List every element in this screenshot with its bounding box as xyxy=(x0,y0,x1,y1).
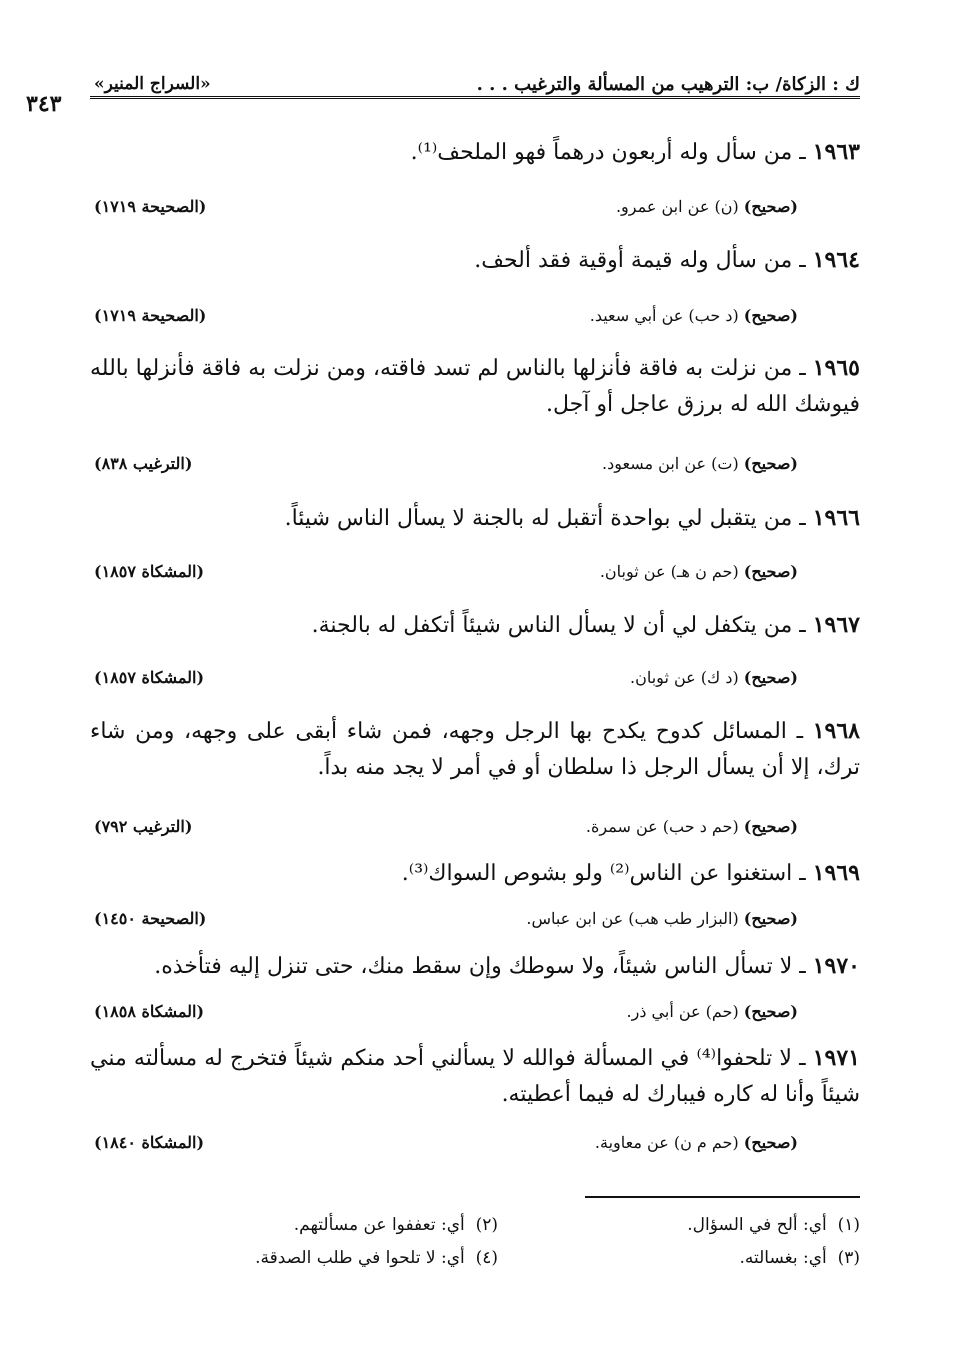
header-rule xyxy=(90,96,860,99)
hadith-source xyxy=(358,454,798,473)
hadith-entry: ١٩٦٩ ـ استغنوا عن الناس⁽²⁾ ولو بشوص السواك⁽³⁾. xyxy=(401,860,860,886)
hadith-reference: (الصحيحة ١٤٥٠) xyxy=(94,909,207,928)
hadith-grade: (صحيح) xyxy=(743,197,798,216)
hadith-source xyxy=(358,197,798,216)
hadith-entry: ١٩٧١ ـ لا تلحفوا⁽⁴⁾ في المسألة فوالله لا يسألني أحد منكم شيئاً فتخرج له مسألته مني شيئاً وأنا له كاره فيبارك له فيما أعطيته. xyxy=(90,1045,860,1107)
footnote-text: أي: ألح في السؤال. xyxy=(687,1215,827,1235)
hadith-narrator: (حم ن هـ) عن ثوبان. xyxy=(599,562,739,581)
hadith-reference: (الصحيحة ١٧١٩) xyxy=(94,197,207,216)
hadith-number: ١٩٧٠ xyxy=(812,953,860,979)
hadith-grade: (صحيح) xyxy=(743,817,798,836)
hadith-source xyxy=(358,909,798,928)
footnote-text: أي: تعففوا عن مسألتهم. xyxy=(293,1215,465,1235)
hadith-grade: (صحيح) xyxy=(743,562,798,581)
hadith-text: من يتكفل لي أن لا يسأل الناس شيئاً أتكفل له بالجنة. xyxy=(311,613,793,638)
hadith-number: ١٩٦٦ xyxy=(812,505,860,531)
running-header-book-title: «السراج المنير» xyxy=(94,74,211,94)
hadith-source xyxy=(358,1002,798,1021)
hadith-text: لا تلحفوا⁽⁴⁾ في المسألة فوالله لا يسألني أحد منكم شيئاً فتخرج له مسألته مني شيئاً وأنا له كاره فيبارك له فيما أعطيته. xyxy=(90,1046,860,1107)
hadith-entry: ١٩٧٠ ـ لا تسأل الناس شيئاً، ولا سوطك وإن سقط منك، حتى تنزل إليه فتأخذه. xyxy=(154,953,860,979)
hadith-grade: (صحيح) xyxy=(743,668,798,687)
hadith-narrator: (حم) عن أبي ذر. xyxy=(626,1002,739,1021)
hadith-entry: ١٩٦٥ ـ من نزلت به فاقة فأنزلها بالناس لم تسد فاقته، ومن نزلت به فاقة فأنزلها بالله فيوشك الله له برزق عاجل أو آجل. xyxy=(90,355,860,417)
hadith-source xyxy=(358,817,798,836)
hadith-grade: (صحيح) xyxy=(743,306,798,325)
hadith-source xyxy=(358,668,798,687)
hadith-reference: (الترغيب ٧٩٢) xyxy=(94,817,193,836)
hadith-grade: (صحيح) xyxy=(743,909,798,928)
footnote xyxy=(530,1215,860,1235)
hadith-text: لا تسأل الناس شيئاً، ولا سوطك وإن سقط منك، حتى تنزل إليه فتأخذه. xyxy=(154,954,793,979)
footnote-text: أي: بغسالته. xyxy=(739,1248,827,1268)
hadith-text: استغنوا عن الناس⁽²⁾ ولو بشوص السواك⁽³⁾. xyxy=(401,861,793,886)
hadith-entry: ١٩٦٧ ـ من يتكفل لي أن لا يسأل الناس شيئاً أتكفل له بالجنة. xyxy=(311,612,860,638)
hadith-entry: ١٩٦٣ ـ من سأل وله أربعون درهماً فهو الملحف⁽¹⁾. xyxy=(410,139,860,165)
hadith-narrator: (د ك) عن ثوبان. xyxy=(630,668,739,687)
hadith-grade: (صحيح) xyxy=(743,454,798,473)
hadith-narrator: (ن) عن ابن عمرو. xyxy=(615,197,739,216)
hadith-reference: (المشكاة ١٨٥٨) xyxy=(94,1002,205,1021)
hadith-reference: (المشكاة ١٨٤٠) xyxy=(94,1133,205,1152)
hadith-text: من يتقبل لي بواحدة أتقبل له بالجنة لا يسأل الناس شيئاً. xyxy=(284,506,793,531)
hadith-source xyxy=(358,1133,798,1152)
hadith-source xyxy=(358,306,798,325)
hadith-source xyxy=(358,562,798,581)
footnote xyxy=(198,1248,498,1268)
running-header-chapter: ك : الزكاة/ ب: الترهيب من المسألة والترغيب . . . xyxy=(476,74,860,95)
hadith-entry: ١٩٦٤ ـ من سأل وله قيمة أوقية فقد ألحف. xyxy=(474,247,860,273)
hadith-narrator: (البزار طب هب) عن ابن عباس. xyxy=(526,909,739,928)
hadith-reference: (الترغيب ٨٣٨) xyxy=(94,454,193,473)
hadith-reference: (المشكاة ١٨٥٧) xyxy=(94,562,205,581)
hadith-reference: (المشكاة ١٨٥٧) xyxy=(94,668,205,687)
hadith-number: ١٩٦٧ xyxy=(812,612,860,638)
footnote-number: (٤) xyxy=(475,1248,498,1268)
hadith-text: من نزلت به فاقة فأنزلها بالناس لم تسد فاقته، ومن نزلت به فاقة فأنزلها بالله فيوشك الله له برزق عاجل أو آجل. xyxy=(90,356,860,417)
hadith-entry: ١٩٦٨ ـ المسائل كدوح يكدح بها الرجل وجهه، فمن شاء أبقى على وجهه، ومن شاء ترك، إلا أن يسأل الرجل ذا سلطان أو في أمر لا يجد منه بداً. xyxy=(90,718,860,780)
hadith-grade: (صحيح) xyxy=(743,1133,798,1152)
hadith-number: ١٩٦٨ xyxy=(812,718,860,744)
page-number: ٣٤٣ xyxy=(26,91,62,117)
hadith-number: ١٩٦٩ xyxy=(812,860,860,886)
footnote-text: أي: لا تلحوا في طلب الصدقة. xyxy=(255,1248,465,1268)
hadith-text: المسائل كدوح يكدح بها الرجل وجهه، فمن شاء أبقى على وجهه، ومن شاء ترك، إلا أن يسأل الرجل ذا سلطان أو في أمر لا يجد منه بداً. xyxy=(90,719,860,780)
footnote-number: (٣) xyxy=(837,1248,860,1268)
hadith-number: ١٩٦٥ xyxy=(812,355,860,381)
footnote xyxy=(198,1215,498,1235)
hadith-narrator: (ت) عن ابن مسعود. xyxy=(602,454,739,473)
hadith-number: ١٩٧١ xyxy=(812,1045,860,1071)
hadith-grade: (صحيح) xyxy=(743,1002,798,1021)
hadith-reference: (الصحيحة ١٧١٩) xyxy=(94,306,207,325)
hadith-number: ١٩٦٤ xyxy=(812,247,860,273)
hadith-text: من سأل وله قيمة أوقية فقد ألحف. xyxy=(474,248,793,273)
hadith-narrator: (حم د حب) عن سمرة. xyxy=(585,817,739,836)
hadith-narrator: (حم م ن) عن معاوية. xyxy=(594,1133,739,1152)
footnote xyxy=(530,1248,860,1268)
hadith-text: من سأل وله أربعون درهماً فهو الملحف⁽¹⁾. xyxy=(410,140,793,165)
hadith-entry: ١٩٦٦ ـ من يتقبل لي بواحدة أتقبل له بالجنة لا يسأل الناس شيئاً. xyxy=(284,505,860,531)
hadith-narrator: (د حب) عن أبي سعيد. xyxy=(589,306,739,325)
footnote-number: (٢) xyxy=(475,1215,498,1235)
footnote-rule xyxy=(585,1196,860,1198)
hadith-number: ١٩٦٣ xyxy=(812,139,860,165)
footnote-number: (١) xyxy=(837,1215,860,1235)
